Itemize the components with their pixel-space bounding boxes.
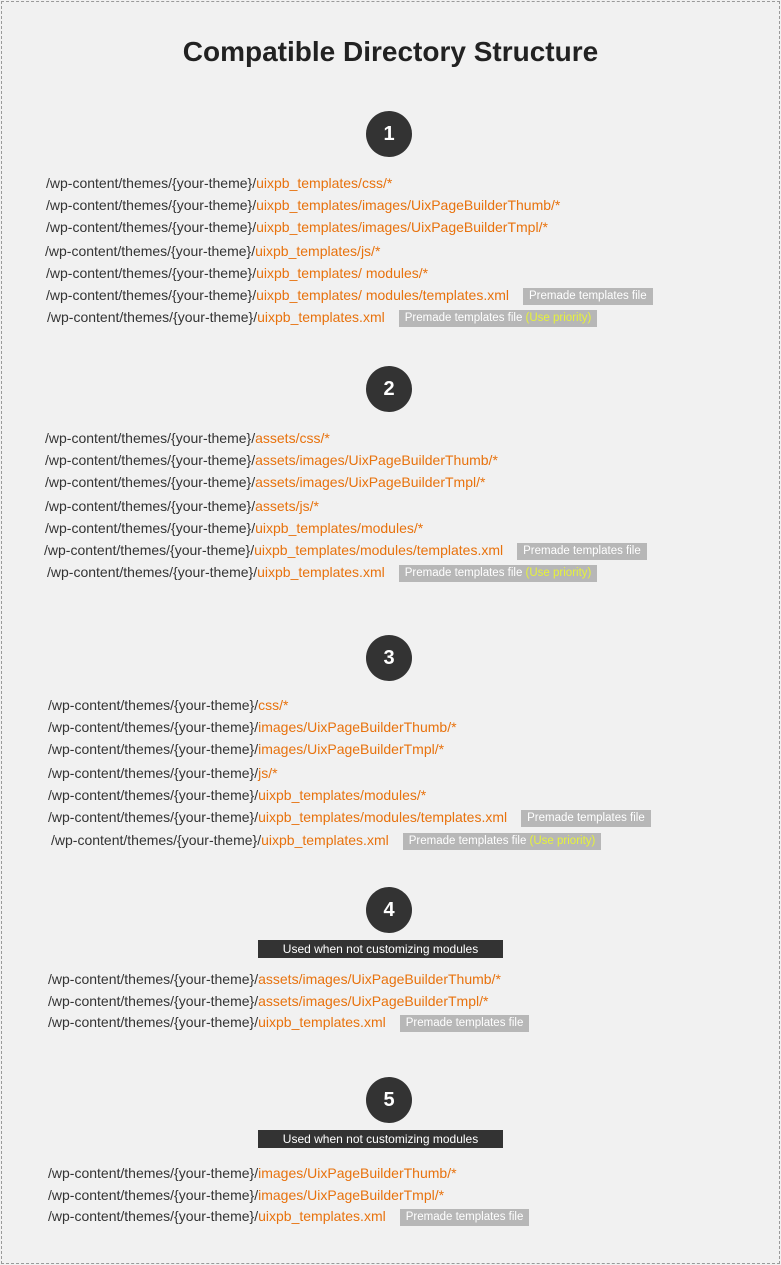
path-line — [46, 262, 428, 284]
path-line — [48, 784, 426, 806]
usage-note: Used when not customizing modules — [258, 1130, 503, 1148]
premade-templates-badge — [517, 543, 647, 560]
path-highlight: assets/images/UixPageBuilderThumb/* — [258, 971, 501, 987]
path-prefix: /wp-content/themes/{your-theme}/ — [46, 219, 257, 235]
path-prefix: /wp-content/themes/{your-theme}/ — [45, 474, 256, 490]
path-line — [46, 194, 560, 216]
path-prefix: /wp-content/themes/{your-theme}/ — [46, 265, 257, 281]
path-prefix: /wp-content/themes/{your-theme}/ — [46, 197, 257, 213]
path-line — [48, 1011, 529, 1033]
path-highlight: uixpb_templates/ modules/* — [256, 265, 429, 281]
path-prefix: /wp-content/themes/{your-theme}/ — [45, 452, 256, 468]
badge-label: Premade templates file — [404, 312, 526, 324]
path-prefix: /wp-content/themes/{your-theme}/ — [44, 542, 255, 558]
premade-templates-badge — [399, 565, 598, 582]
path-prefix: /wp-content/themes/{your-theme}/ — [47, 564, 258, 580]
path-line — [45, 427, 330, 449]
badge-label: Premade templates file — [527, 812, 645, 824]
premade-templates-badge — [523, 288, 653, 305]
path-prefix: /wp-content/themes/{your-theme}/ — [48, 971, 259, 987]
step-number-badge: 5 — [366, 1077, 412, 1123]
path-highlight: js/* — [258, 765, 278, 781]
path-prefix: /wp-content/themes/{your-theme}/ — [48, 741, 259, 757]
path-highlight: assets/js/* — [255, 498, 319, 514]
path-line — [45, 449, 498, 471]
path-prefix: /wp-content/themes/{your-theme}/ — [48, 787, 259, 803]
path-line — [47, 561, 597, 583]
path-highlight: assets/images/UixPageBuilderThumb/* — [255, 452, 498, 468]
path-highlight: uixpb_templates/modules/templates.xml — [254, 542, 504, 558]
step-number-badge: 2 — [366, 366, 412, 412]
path-prefix: /wp-content/themes/{your-theme}/ — [47, 309, 258, 325]
path-line — [48, 990, 488, 1012]
path-prefix: /wp-content/themes/{your-theme}/ — [46, 287, 257, 303]
path-highlight: images/UixPageBuilderTmpl/* — [258, 1187, 445, 1203]
path-highlight: assets/images/UixPageBuilderTmpl/* — [255, 474, 486, 490]
path-line — [45, 517, 423, 539]
badge-priority: (Use priority) — [525, 312, 592, 324]
page-title: Compatible Directory Structure — [182, 36, 599, 67]
usage-note: Used when not customizing modules — [258, 940, 503, 958]
path-highlight: uixpb_templates/modules/templates.xml — [258, 809, 508, 825]
badge-priority: (Use priority) — [529, 835, 596, 847]
path-line — [45, 240, 380, 262]
path-highlight: uixpb_templates/modules/* — [258, 787, 427, 803]
path-line — [48, 738, 444, 760]
path-line — [51, 829, 601, 851]
path-highlight: uixpb_templates/css/* — [256, 175, 393, 191]
path-highlight: uixpb_templates/modules/* — [255, 520, 424, 536]
path-prefix: /wp-content/themes/{your-theme}/ — [51, 832, 262, 848]
path-line — [48, 968, 501, 990]
badge-label: Premade templates file — [529, 290, 647, 302]
path-highlight: uixpb_templates/images/UixPageBuilderTmpl/* — [256, 219, 548, 235]
path-highlight: images/UixPageBuilderTmpl/* — [258, 741, 445, 757]
path-prefix: /wp-content/themes/{your-theme}/ — [45, 243, 256, 259]
badge-label: Premade templates file — [523, 545, 641, 557]
path-highlight: assets/images/UixPageBuilderTmpl/* — [258, 993, 489, 1009]
premade-templates-badge — [403, 833, 602, 850]
path-prefix: /wp-content/themes/{your-theme}/ — [45, 498, 256, 514]
path-line — [45, 495, 319, 517]
path-prefix: /wp-content/themes/{your-theme}/ — [45, 520, 256, 536]
path-highlight: uixpb_templates/ modules/templates.xml — [256, 287, 510, 303]
path-prefix: /wp-content/themes/{your-theme}/ — [48, 765, 259, 781]
path-highlight: uixpb_templates.xml — [257, 309, 385, 325]
badge-label: Premade templates file — [405, 1211, 524, 1223]
path-line — [46, 172, 392, 194]
path-prefix: /wp-content/themes/{your-theme}/ — [48, 1014, 259, 1030]
path-line — [48, 694, 288, 716]
step-number-badge: 3 — [366, 635, 412, 681]
badge-label: Premade templates file — [408, 835, 530, 847]
badge-priority: (Use priority) — [525, 567, 592, 579]
path-line — [48, 716, 457, 738]
path-line — [45, 471, 485, 493]
premade-templates-badge — [400, 1209, 530, 1226]
path-prefix: /wp-content/themes/{your-theme}/ — [48, 809, 259, 825]
path-line — [44, 539, 647, 561]
path-highlight: css/* — [258, 697, 289, 713]
step-number-badge: 1 — [366, 111, 412, 157]
path-line — [48, 1184, 444, 1206]
path-prefix: /wp-content/themes/{your-theme}/ — [48, 1165, 259, 1181]
path-line — [48, 1205, 529, 1227]
path-highlight: images/UixPageBuilderThumb/* — [258, 719, 457, 735]
path-prefix: /wp-content/themes/{your-theme}/ — [48, 697, 259, 713]
badge-label: Premade templates file — [404, 567, 526, 579]
premade-templates-badge — [399, 310, 598, 327]
path-line — [48, 806, 651, 828]
step-number-badge: 4 — [366, 887, 412, 933]
path-prefix: /wp-content/themes/{your-theme}/ — [48, 1187, 259, 1203]
path-highlight: uixpb_templates.xml — [258, 1014, 386, 1030]
path-prefix: /wp-content/themes/{your-theme}/ — [48, 719, 259, 735]
path-line — [46, 284, 653, 306]
path-highlight: uixpb_templates.xml — [257, 564, 385, 580]
path-highlight: uixpb_templates/images/UixPageBuilderThumb/* — [256, 197, 561, 213]
path-line — [48, 1162, 457, 1184]
path-highlight: uixpb_templates.xml — [261, 832, 389, 848]
path-highlight: assets/css/* — [255, 430, 330, 446]
path-highlight: images/UixPageBuilderThumb/* — [258, 1165, 457, 1181]
path-prefix: /wp-content/themes/{your-theme}/ — [46, 175, 257, 191]
path-prefix: /wp-content/themes/{your-theme}/ — [48, 1208, 259, 1224]
path-prefix: /wp-content/themes/{your-theme}/ — [48, 993, 259, 1009]
premade-templates-badge — [521, 810, 651, 827]
path-highlight: uixpb_templates.xml — [258, 1208, 386, 1224]
path-line — [48, 762, 278, 784]
badge-label: Premade templates file — [405, 1017, 524, 1029]
premade-templates-badge — [400, 1015, 530, 1032]
path-highlight: uixpb_templates/js/* — [255, 243, 381, 259]
path-line — [47, 306, 597, 328]
path-line — [46, 216, 548, 238]
path-prefix: /wp-content/themes/{your-theme}/ — [45, 430, 256, 446]
